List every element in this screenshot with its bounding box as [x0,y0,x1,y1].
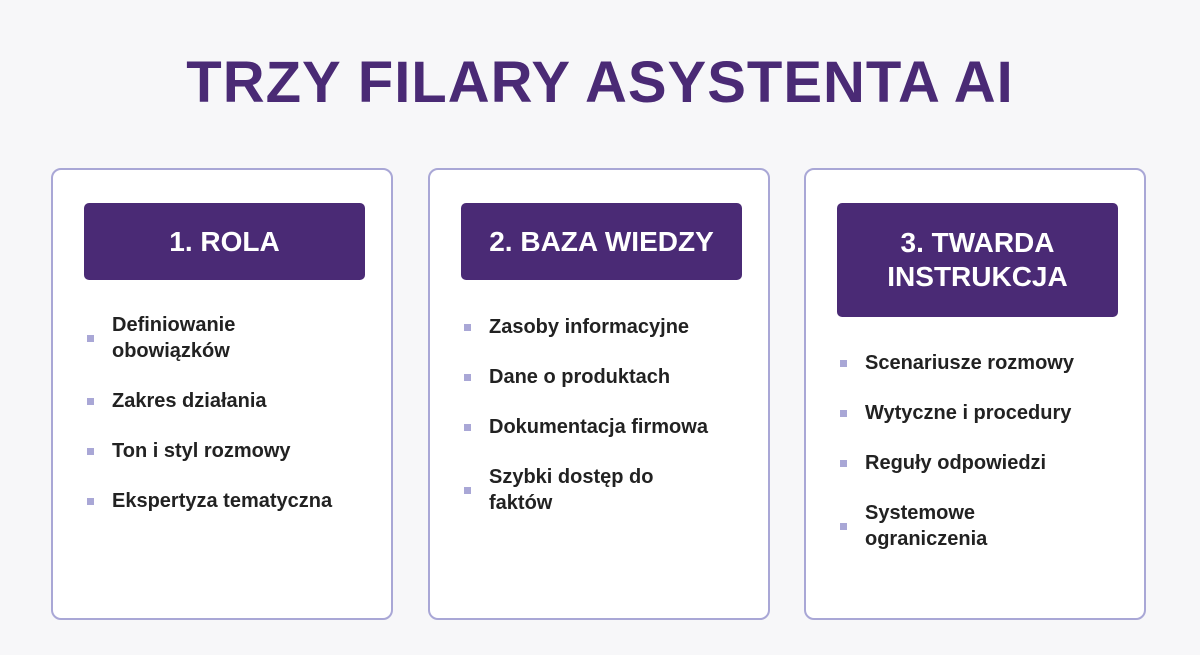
square-bullet-icon [840,360,847,367]
list-item [461,464,758,516]
list-item-label: Systemowe ograniczenia [865,502,988,550]
list-item-label: Reguły odpowiedzi [865,452,1047,474]
list-item-label: Dane o produktach [489,366,671,388]
list-item-label: Wytyczne i procedury [865,402,1072,424]
list-item [837,450,1134,476]
pillar-header: 3. TWARDA INSTRUKCJA [837,203,1118,317]
list-item [84,488,381,514]
list-item [461,364,758,390]
square-bullet-icon [464,487,471,494]
page-title: TRZY FILARY ASYSTENTA AI [186,50,1014,115]
list-item-label: Zasoby informacyjne [489,316,690,338]
list-item-label: Scenariusze rozmowy [865,352,1074,374]
square-bullet-icon [840,523,847,530]
pillar-card-twarda-instrukcja [804,168,1146,620]
pillar-item-list [461,314,758,540]
square-bullet-icon [87,448,94,455]
square-bullet-icon [464,374,471,381]
square-bullet-icon [87,498,94,505]
list-item-label: Ton i styl rozmowy [112,440,291,462]
list-item [84,438,381,464]
list-item [837,350,1134,376]
list-item-label: Definiowanie obowiązków [112,314,236,362]
pillar-card-baza-wiedzy [428,168,770,620]
pillar-header: 2. BAZA WIEDZY [461,203,742,280]
square-bullet-icon [87,398,94,405]
pillar-card-rola [51,168,393,620]
list-item [837,400,1134,426]
list-item [84,388,381,414]
list-item-label: Dokumentacja firmowa [489,416,708,438]
list-item-label: Zakres działania [112,390,267,412]
square-bullet-icon [464,324,471,331]
list-item [461,414,758,440]
list-item [837,500,1134,552]
square-bullet-icon [464,424,471,431]
square-bullet-icon [840,460,847,467]
square-bullet-icon [840,410,847,417]
pillar-item-list [837,350,1134,576]
pillar-header: 1. ROLA [84,203,365,280]
list-item [461,314,758,340]
list-item [84,312,381,364]
list-item-label: Ekspertyza tematyczna [112,490,333,512]
pillar-item-list [84,312,381,538]
list-item-label: Szybki dostęp do faktów [489,466,654,514]
square-bullet-icon [87,335,94,342]
